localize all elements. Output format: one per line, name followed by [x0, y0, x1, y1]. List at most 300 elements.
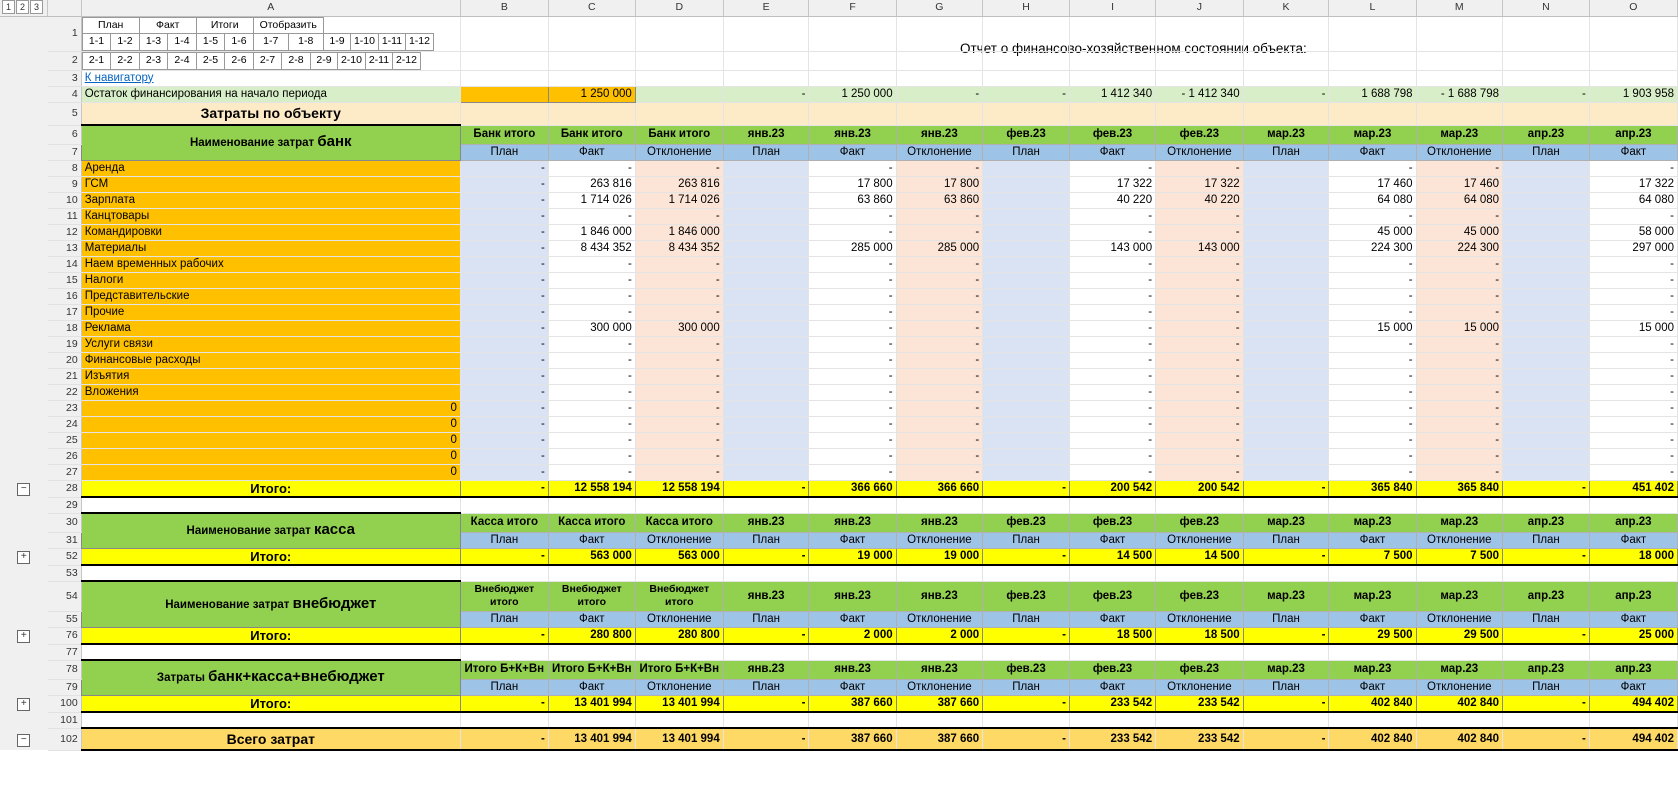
empty-cell[interactable] — [1069, 102, 1155, 125]
cell-value[interactable]: - — [723, 548, 809, 565]
cell-value[interactable]: - — [1416, 288, 1503, 304]
cell-value[interactable]: 300 000 — [548, 320, 635, 336]
empty-cell[interactable] — [1329, 644, 1416, 660]
cell-value[interactable]: - — [1069, 352, 1155, 368]
empty-cell[interactable] — [896, 644, 983, 660]
cell-value[interactable]: - — [548, 448, 635, 464]
cell-value[interactable] — [1503, 400, 1590, 416]
month-header[interactable]: фев.23 — [1156, 513, 1244, 532]
empty-cell[interactable] — [1589, 70, 1677, 86]
cell-value[interactable]: - — [809, 272, 896, 288]
empty-cell[interactable] — [1503, 16, 1590, 51]
cell-value[interactable]: - — [1156, 336, 1244, 352]
subheader[interactable]: Факт — [809, 679, 896, 695]
row-header[interactable]: 16 — [48, 288, 82, 304]
cell-value[interactable]: - — [983, 695, 1070, 712]
cell-value[interactable]: - — [1589, 288, 1677, 304]
month-header[interactable]: фев.23 — [1156, 660, 1244, 679]
cell-value[interactable] — [983, 224, 1070, 240]
month-header[interactable]: янв.23 — [809, 513, 896, 532]
empty-cell[interactable] — [1416, 16, 1503, 51]
expense-name[interactable]: Финансовые расходы — [81, 352, 460, 368]
cell-value[interactable]: - — [460, 728, 548, 750]
cell-value[interactable]: 64 080 — [1416, 192, 1503, 208]
column-header[interactable]: C — [548, 0, 635, 16]
cell-value[interactable] — [1243, 368, 1329, 384]
subheader[interactable]: Факт — [1589, 532, 1677, 548]
cell-value[interactable]: - — [1069, 224, 1155, 240]
cell-value[interactable] — [1503, 336, 1590, 352]
subheader[interactable]: План — [1503, 611, 1590, 627]
row-header[interactable]: 12 — [48, 224, 82, 240]
row-header[interactable]: 11 — [48, 208, 82, 224]
empty-cell[interactable] — [1069, 644, 1155, 660]
column-header[interactable]: I — [1069, 0, 1155, 16]
subheader[interactable]: План — [983, 532, 1070, 548]
cell-value[interactable]: 13 401 994 — [635, 695, 723, 712]
cell-value[interactable]: - — [548, 352, 635, 368]
empty-cell[interactable] — [460, 497, 548, 513]
subheader[interactable]: Факт — [1069, 611, 1155, 627]
empty-cell[interactable] — [809, 16, 896, 51]
subheader[interactable]: План — [1243, 679, 1329, 695]
cell-value[interactable]: - — [460, 176, 548, 192]
cell-value[interactable]: 14 500 — [1069, 548, 1155, 565]
cell-value[interactable]: - — [809, 304, 896, 320]
cell-value[interactable]: 297 000 — [1589, 240, 1677, 256]
empty-cell[interactable] — [635, 565, 723, 581]
cell-value[interactable]: 29 500 — [1416, 627, 1503, 644]
cell-value[interactable]: - — [635, 416, 723, 432]
cell-value[interactable]: - — [635, 368, 723, 384]
month-header[interactable]: янв.23 — [896, 581, 983, 611]
empty-cell[interactable] — [460, 51, 548, 70]
subheader[interactable]: План — [983, 611, 1070, 627]
total-header[interactable]: Касса итого — [460, 513, 548, 532]
nav-button-1-4[interactable]: 1-4 — [168, 33, 197, 50]
row-header[interactable]: 100 — [48, 695, 82, 712]
column-header[interactable]: D — [635, 0, 723, 16]
empty-cell[interactable] — [1416, 70, 1503, 86]
balance-value[interactable]: 1 250 000 — [809, 86, 896, 102]
empty-cell[interactable] — [1243, 565, 1329, 581]
cell-value[interactable]: - — [1416, 448, 1503, 464]
subheader[interactable]: План — [1243, 611, 1329, 627]
cell-value[interactable] — [1503, 432, 1590, 448]
cell-value[interactable]: 64 080 — [1329, 192, 1416, 208]
month-header[interactable]: фев.23 — [1069, 581, 1155, 611]
cell-value[interactable]: - — [1156, 272, 1244, 288]
cell-value[interactable]: - — [460, 368, 548, 384]
cell-value[interactable] — [1243, 208, 1329, 224]
cell-value[interactable]: - — [896, 384, 983, 400]
month-header[interactable]: апр.23 — [1589, 125, 1677, 144]
cell-value[interactable]: - — [1329, 208, 1416, 224]
cell-value[interactable] — [1503, 288, 1590, 304]
cell-value[interactable]: 13 401 994 — [635, 728, 723, 750]
empty-cell[interactable] — [635, 102, 723, 125]
subheader[interactable]: План — [1243, 532, 1329, 548]
cell-value[interactable]: 8 434 352 — [635, 240, 723, 256]
subheader[interactable]: Факт — [548, 611, 635, 627]
empty-cell[interactable] — [896, 712, 983, 728]
month-header[interactable]: янв.23 — [723, 125, 809, 144]
empty-cell[interactable] — [809, 102, 896, 125]
subheader[interactable]: Отклонение — [1416, 679, 1503, 695]
subheader[interactable]: Факт — [1329, 611, 1416, 627]
empty-cell[interactable] — [896, 16, 983, 51]
total-header[interactable]: Итого Б+К+Вн — [635, 660, 723, 679]
cell-value[interactable]: - — [1329, 256, 1416, 272]
total-header[interactable]: Касса итого — [548, 513, 635, 532]
cell-value[interactable]: - — [1589, 160, 1677, 176]
empty-cell[interactable] — [1156, 497, 1244, 513]
cell-value[interactable]: - — [1589, 272, 1677, 288]
row-header[interactable]: 28 — [48, 480, 82, 497]
month-header[interactable]: мар.23 — [1243, 513, 1329, 532]
subheader[interactable]: План — [723, 679, 809, 695]
empty-cell[interactable] — [1243, 102, 1329, 125]
empty-cell[interactable] — [1243, 712, 1329, 728]
cell-value[interactable]: - — [460, 272, 548, 288]
cell-value[interactable]: - — [1156, 208, 1244, 224]
row-header[interactable]: 4 — [48, 86, 82, 102]
row-header[interactable]: 13 — [48, 240, 82, 256]
cell-value[interactable]: - — [809, 368, 896, 384]
cell-value[interactable]: - — [1416, 384, 1503, 400]
balance-value[interactable]: 1 903 958 — [1589, 86, 1677, 102]
row-header[interactable]: 8 — [48, 160, 82, 176]
cell-value[interactable] — [1243, 448, 1329, 464]
row-header[interactable]: 19 — [48, 336, 82, 352]
subheader[interactable]: Отклонение — [896, 679, 983, 695]
nav-button-2-7[interactable]: 2-7 — [253, 52, 282, 69]
cell-value[interactable]: - — [896, 400, 983, 416]
cell-value[interactable]: 387 660 — [896, 695, 983, 712]
cell-value[interactable]: - — [1156, 288, 1244, 304]
empty-cell[interactable] — [635, 16, 723, 51]
cell-value[interactable] — [983, 432, 1070, 448]
nav-button-1-9[interactable]: 1-9 — [323, 33, 351, 50]
cell-value[interactable]: - — [1589, 384, 1677, 400]
cell-value[interactable] — [723, 176, 809, 192]
cell-value[interactable]: - — [809, 448, 896, 464]
total-label[interactable]: Итого: — [81, 480, 460, 497]
cell-value[interactable]: - — [896, 336, 983, 352]
cell-value[interactable]: - — [809, 160, 896, 176]
cell-value[interactable] — [983, 416, 1070, 432]
row-header[interactable]: 78 — [48, 660, 82, 679]
total-label[interactable]: Итого: — [81, 548, 460, 565]
row-header[interactable]: 15 — [48, 272, 82, 288]
cell-value[interactable]: - — [809, 224, 896, 240]
cell-value[interactable]: 13 401 994 — [548, 695, 635, 712]
cell-value[interactable]: - — [635, 352, 723, 368]
cell-value[interactable] — [1503, 416, 1590, 432]
cell-value[interactable]: - — [896, 448, 983, 464]
cell-value[interactable]: 451 402 — [1589, 480, 1677, 497]
cell-value[interactable] — [723, 400, 809, 416]
cell-value[interactable]: - — [809, 432, 896, 448]
cell-value[interactable] — [983, 304, 1070, 320]
cell-value[interactable]: - — [1156, 352, 1244, 368]
month-header[interactable]: янв.23 — [896, 125, 983, 144]
cell-value[interactable]: - — [1416, 464, 1503, 480]
empty-cell[interactable] — [809, 712, 896, 728]
subheader[interactable]: План — [1503, 144, 1590, 160]
empty-cell[interactable] — [1243, 70, 1329, 86]
cell-value[interactable]: - — [723, 480, 809, 497]
empty-cell[interactable] — [809, 70, 896, 86]
cell-value[interactable]: - — [1156, 400, 1244, 416]
cell-value[interactable]: - — [1156, 432, 1244, 448]
cell-value[interactable]: 12 558 194 — [635, 480, 723, 497]
cell-value[interactable]: - — [1069, 208, 1155, 224]
expense-name[interactable]: Зарплата — [81, 192, 460, 208]
subheader[interactable]: Отклонение — [1416, 144, 1503, 160]
row-header[interactable]: 7 — [48, 144, 82, 160]
balance-value[interactable]: - — [1503, 86, 1590, 102]
cell-value[interactable]: - — [1589, 368, 1677, 384]
cell-value[interactable]: - — [1156, 416, 1244, 432]
empty-cell[interactable] — [1069, 70, 1155, 86]
collapse-group-button[interactable]: − — [17, 734, 30, 747]
empty-cell[interactable] — [1329, 16, 1416, 51]
empty-cell[interactable] — [81, 712, 460, 728]
expense-name[interactable]: Налоги — [81, 272, 460, 288]
row-header[interactable]: 77 — [48, 644, 82, 660]
subheader[interactable]: Отклонение — [635, 532, 723, 548]
subheader[interactable]: Факт — [548, 144, 635, 160]
cell-value[interactable]: - — [896, 160, 983, 176]
empty-cell[interactable] — [1329, 712, 1416, 728]
empty-cell[interactable] — [1156, 102, 1244, 125]
cell-value[interactable] — [723, 272, 809, 288]
column-header[interactable]: F — [809, 0, 896, 16]
total-header[interactable]: Банк итого — [635, 125, 723, 144]
balance-value[interactable] — [635, 86, 723, 102]
subheader[interactable]: Факт — [809, 532, 896, 548]
month-header[interactable]: янв.23 — [809, 125, 896, 144]
empty-cell[interactable] — [1156, 712, 1244, 728]
month-header[interactable]: фев.23 — [1069, 125, 1155, 144]
cell-value[interactable]: - — [1416, 272, 1503, 288]
empty-cell[interactable] — [1329, 70, 1416, 86]
cell-value[interactable] — [723, 256, 809, 272]
cell-value[interactable]: - — [1416, 336, 1503, 352]
cell-value[interactable]: - — [1156, 224, 1244, 240]
subheader[interactable]: Факт — [1069, 532, 1155, 548]
month-header[interactable]: мар.23 — [1243, 125, 1329, 144]
cell-value[interactable]: - — [548, 400, 635, 416]
cell-value[interactable]: 366 660 — [896, 480, 983, 497]
cell-value[interactable]: - — [548, 464, 635, 480]
cell-value[interactable]: 387 660 — [896, 728, 983, 750]
cell-value[interactable]: 1 714 026 — [548, 192, 635, 208]
expense-name[interactable]: Изъятия — [81, 368, 460, 384]
cell-value[interactable]: - — [460, 480, 548, 497]
cell-value[interactable]: - — [1156, 304, 1244, 320]
row-header[interactable]: 102 — [48, 728, 82, 750]
cell-value[interactable]: - — [896, 288, 983, 304]
balance-value[interactable]: 1 688 798 — [1329, 86, 1416, 102]
empty-cell[interactable] — [983, 644, 1070, 660]
subheader[interactable]: План — [460, 679, 548, 695]
month-header[interactable]: янв.23 — [896, 660, 983, 679]
empty-cell[interactable] — [1069, 51, 1155, 70]
cell-value[interactable]: 2 000 — [896, 627, 983, 644]
empty-cell[interactable] — [460, 70, 548, 86]
cell-value[interactable]: 18 500 — [1069, 627, 1155, 644]
empty-cell[interactable] — [548, 16, 635, 51]
subheader[interactable]: Отклонение — [635, 611, 723, 627]
subheader[interactable]: План — [983, 679, 1070, 695]
empty-cell[interactable] — [1416, 497, 1503, 513]
expense-name[interactable]: Аренда — [81, 160, 460, 176]
expense-name[interactable]: Вложения — [81, 384, 460, 400]
subheader[interactable]: Факт — [548, 679, 635, 695]
subheader[interactable]: План — [983, 144, 1070, 160]
empty-cell[interactable] — [635, 712, 723, 728]
empty-cell[interactable] — [1243, 497, 1329, 513]
cell-value[interactable]: 45 000 — [1416, 224, 1503, 240]
cell-value[interactable]: - — [1069, 368, 1155, 384]
subheader[interactable]: План — [723, 144, 809, 160]
row-header[interactable]: 53 — [48, 565, 82, 581]
month-header[interactable]: мар.23 — [1243, 581, 1329, 611]
outline-level-2-button[interactable]: 2 — [16, 0, 29, 14]
empty-cell[interactable] — [1069, 497, 1155, 513]
cell-value[interactable] — [723, 384, 809, 400]
empty-cell[interactable] — [723, 102, 809, 125]
subheader[interactable]: Отклонение — [1416, 611, 1503, 627]
nav-button-1-11[interactable]: 1-11 — [378, 33, 406, 50]
empty-cell[interactable] — [723, 16, 809, 51]
cell-value[interactable]: 280 800 — [635, 627, 723, 644]
cell-value[interactable]: - — [809, 320, 896, 336]
cell-value[interactable]: - — [809, 256, 896, 272]
cell-value[interactable]: 17 800 — [809, 176, 896, 192]
column-header[interactable]: L — [1329, 0, 1416, 16]
cell-value[interactable]: - — [460, 304, 548, 320]
empty-cell[interactable] — [460, 644, 548, 660]
nav-button-1-12[interactable]: 1-12 — [406, 33, 434, 50]
month-header[interactable]: фев.23 — [1069, 660, 1155, 679]
row-header[interactable]: 2 — [48, 51, 82, 70]
cell-value[interactable]: 19 000 — [809, 548, 896, 565]
cell-value[interactable]: 8 434 352 — [548, 240, 635, 256]
empty-cell[interactable] — [1156, 16, 1244, 51]
cell-value[interactable] — [983, 160, 1070, 176]
cell-value[interactable]: - — [460, 400, 548, 416]
month-header[interactable]: янв.23 — [896, 513, 983, 532]
cell-value[interactable]: - — [1069, 320, 1155, 336]
row-header[interactable]: 29 — [48, 497, 82, 513]
cell-value[interactable]: - — [809, 384, 896, 400]
cell-value[interactable]: - — [896, 416, 983, 432]
cell-value[interactable]: - — [548, 416, 635, 432]
nav-button-2-1[interactable]: 2-1 — [82, 52, 111, 69]
cell-value[interactable] — [723, 160, 809, 176]
empty-cell[interactable] — [723, 70, 809, 86]
cell-value[interactable]: - — [1156, 256, 1244, 272]
cell-value[interactable] — [723, 352, 809, 368]
nav-button-1-8[interactable]: 1-8 — [288, 33, 323, 50]
cell-value[interactable]: - — [1243, 695, 1329, 712]
subheader[interactable]: Факт — [548, 532, 635, 548]
cell-value[interactable]: - — [1503, 480, 1590, 497]
cell-value[interactable]: - — [1329, 352, 1416, 368]
cell-value[interactable]: - — [1589, 464, 1677, 480]
cell-value[interactable]: 17 800 — [896, 176, 983, 192]
cell-value[interactable]: - — [460, 208, 548, 224]
column-header[interactable]: E — [723, 0, 809, 16]
cell-value[interactable]: - — [723, 695, 809, 712]
cell-value[interactable] — [983, 192, 1070, 208]
subheader[interactable]: Факт — [809, 144, 896, 160]
empty-cell[interactable] — [1416, 51, 1503, 70]
cell-value[interactable]: 563 000 — [635, 548, 723, 565]
row-header[interactable]: 14 — [48, 256, 82, 272]
cell-value[interactable] — [723, 224, 809, 240]
empty-cell[interactable] — [1243, 16, 1329, 51]
cell-value[interactable] — [983, 448, 1070, 464]
empty-cell[interactable] — [896, 70, 983, 86]
cell-value[interactable]: 63 860 — [896, 192, 983, 208]
row-header[interactable]: 10 — [48, 192, 82, 208]
cell-value[interactable]: - — [548, 208, 635, 224]
cell-value[interactable] — [1243, 160, 1329, 176]
subheader[interactable]: Факт — [809, 611, 896, 627]
cell-value[interactable]: - — [460, 352, 548, 368]
empty-cell[interactable] — [1069, 712, 1155, 728]
empty-cell[interactable] — [460, 102, 548, 125]
cell-value[interactable]: - — [548, 272, 635, 288]
cell-value[interactable]: - — [1069, 336, 1155, 352]
cell-value[interactable]: - — [1589, 336, 1677, 352]
cell-value[interactable]: - — [809, 464, 896, 480]
cell-value[interactable]: - — [723, 728, 809, 750]
cell-value[interactable]: 402 840 — [1416, 728, 1503, 750]
cell-value[interactable] — [983, 176, 1070, 192]
cell-value[interactable]: - — [1156, 448, 1244, 464]
expense-name[interactable]: Услуги связи — [81, 336, 460, 352]
cell-value[interactable] — [723, 192, 809, 208]
cell-value[interactable]: 12 558 194 — [548, 480, 635, 497]
cell-value[interactable]: - — [983, 480, 1070, 497]
navigator-link-cell[interactable] — [81, 70, 460, 86]
month-header[interactable]: мар.23 — [1329, 125, 1416, 144]
row-header[interactable]: 22 — [48, 384, 82, 400]
cell-value[interactable]: - — [1156, 384, 1244, 400]
empty-cell[interactable] — [896, 497, 983, 513]
cell-value[interactable]: - — [1329, 384, 1416, 400]
cell-value[interactable]: - — [635, 272, 723, 288]
cell-value[interactable]: - — [1156, 368, 1244, 384]
cell-value[interactable]: - — [1416, 368, 1503, 384]
cell-value[interactable]: 7 500 — [1416, 548, 1503, 565]
cell-value[interactable]: - — [1416, 160, 1503, 176]
nav-fakt-button[interactable]: Факт — [139, 17, 196, 33]
cell-value[interactable] — [1243, 288, 1329, 304]
cell-value[interactable]: 233 542 — [1156, 728, 1244, 750]
cell-value[interactable]: - — [1416, 352, 1503, 368]
subheader[interactable]: Отклонение — [1156, 532, 1244, 548]
month-header[interactable]: апр.23 — [1503, 660, 1590, 679]
cell-value[interactable] — [1503, 176, 1590, 192]
cell-value[interactable]: - — [1416, 432, 1503, 448]
cell-value[interactable]: - — [460, 192, 548, 208]
